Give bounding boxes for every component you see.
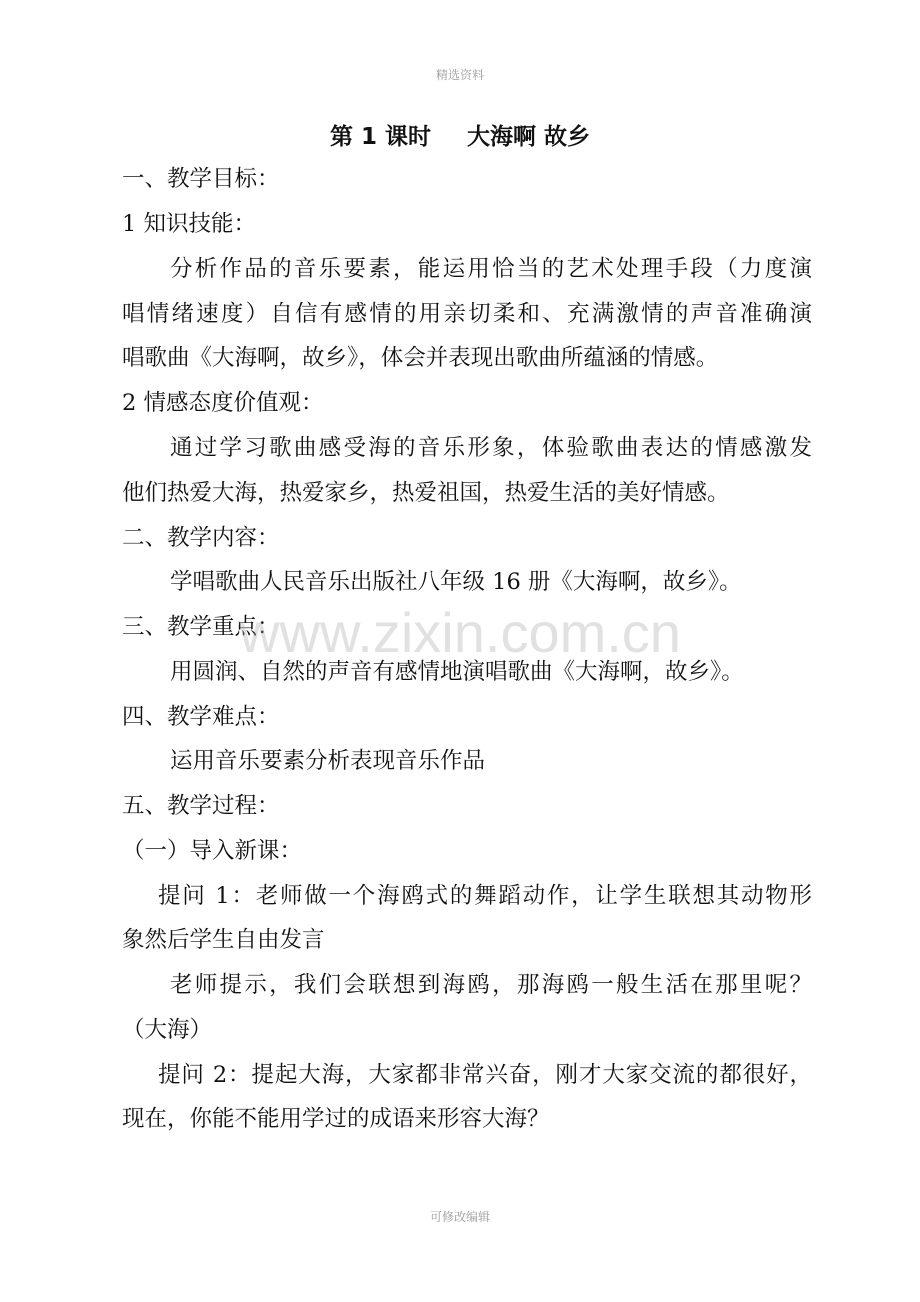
section-heading-content: 二、教学内容： <box>122 525 280 551</box>
lesson-number: 第 1 课时 <box>329 124 431 150</box>
paragraph-line: 通过学习歌曲感受海的音乐形象，体验歌曲表达的情感激发 <box>170 435 812 461</box>
section-heading-difficulties: 四、教学难点： <box>122 704 280 730</box>
page-title <box>0 118 920 151</box>
paragraph-line: 提问 2：提起大海，大家都非常兴奋，刚才大家交流的都很好， <box>158 1062 812 1088</box>
paragraph-line: 学唱歌曲人民音乐出版社八年级 16 册《大海啊，故乡》。 <box>170 569 742 595</box>
footer-note: 可修改编辑 <box>429 1210 490 1224</box>
subheading-knowledge-skills: 1 知识技能： <box>122 211 256 237</box>
section-heading-key-points: 三、教学重点： <box>122 614 280 640</box>
paragraph-line: 老师提示，我们会联想到海鸥，那海鸥一般生活在那里呢？ <box>170 972 812 998</box>
paragraph-line: 现在，你能不能用学过的成语来形容大海？ <box>122 1106 550 1132</box>
section-heading-process: 五、教学过程： <box>122 793 280 819</box>
watermark: www.zixin.com.cn <box>239 601 681 664</box>
paragraph-line: 分析作品的音乐要素，能运用恰当的艺术处理手段（力度演 <box>170 256 812 282</box>
section-heading-objectives: 一、教学目标： <box>122 166 280 192</box>
paragraph-line: 运用音乐要素分析表现音乐作品 <box>170 748 486 774</box>
paragraph-line: （大海） <box>122 1017 213 1043</box>
header-note: 精选资料 <box>435 68 484 82</box>
paragraph-line: 唱歌曲《大海啊，故乡》，体会并表现出歌曲所蕴涵的情感。 <box>122 345 719 371</box>
paragraph-line: 用圆润、自然的声音有感情地演唱歌曲《大海啊，故乡》。 <box>170 659 744 685</box>
paragraph-line: 提问 1：老师做一个海鸥式的舞蹈动作，让学生联想其动物形 <box>158 883 812 909</box>
lesson-name: 大海啊 故乡 <box>467 124 591 150</box>
paragraph-line: 唱情绪速度）自信有感情的用亲切柔和、充满激情的声音准确演 <box>122 301 812 327</box>
subheading-values: 2 情感态度价值观： <box>122 390 324 416</box>
subheading-introduction: （一）导入新课： <box>122 838 303 864</box>
paragraph-line: 他们热爱大海，热爱家乡，热爱祖国，热爱生活的美好情感。 <box>122 480 730 506</box>
paragraph-line: 象然后学生自由发言 <box>122 927 325 953</box>
